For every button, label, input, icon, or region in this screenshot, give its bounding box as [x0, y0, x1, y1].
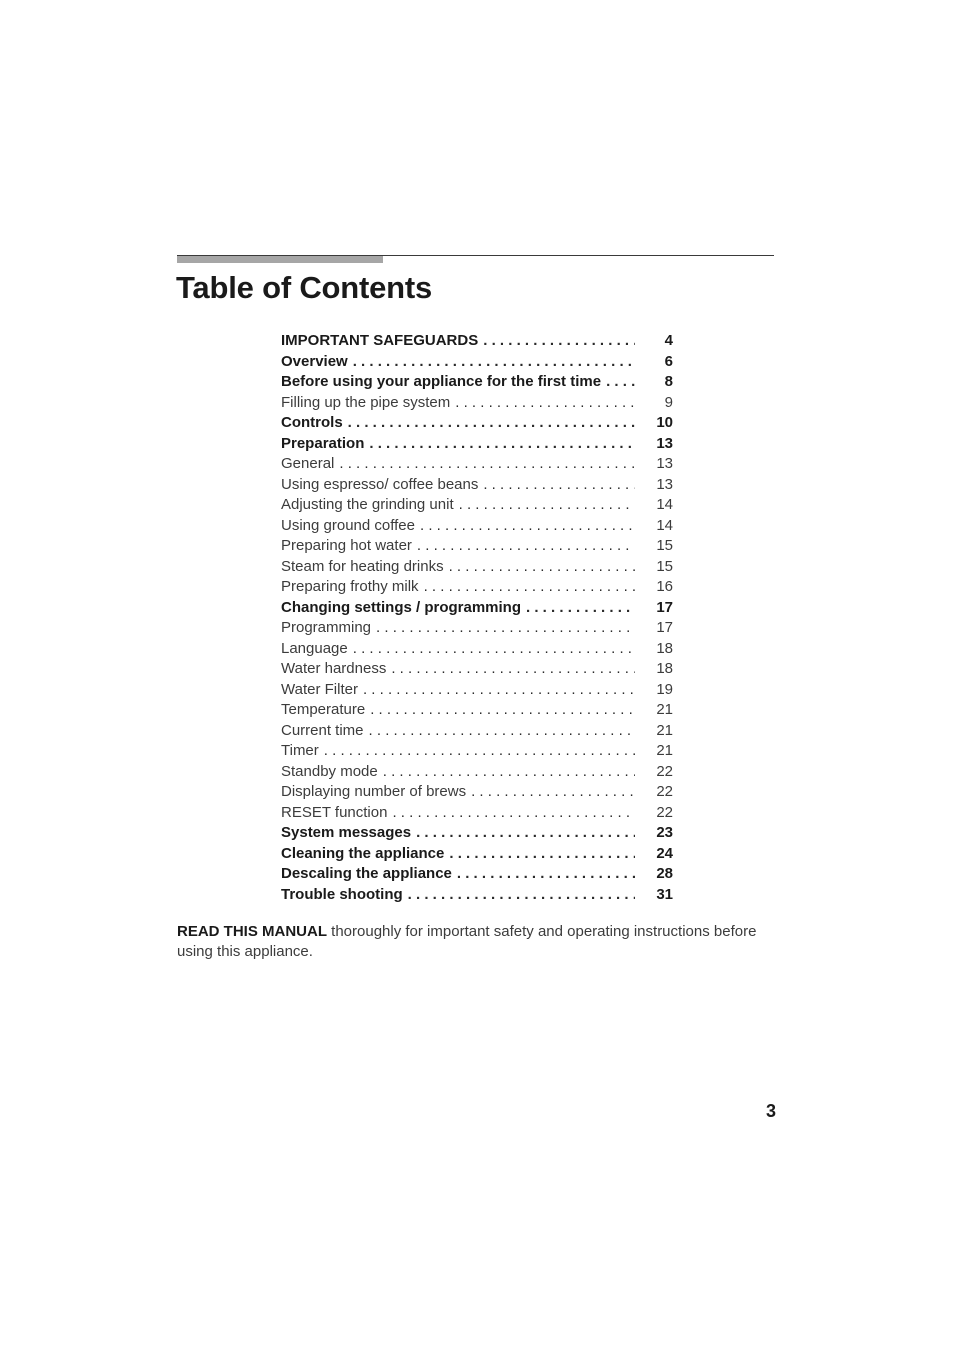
toc-dot-leader — [417, 536, 635, 557]
toc-entry-page: 18 — [656, 639, 673, 657]
toc-entry-page: 13 — [656, 475, 673, 493]
toc-dot-leader — [483, 475, 635, 496]
toc-entry-title: Preparation — [281, 434, 365, 452]
toc-entry-page: 21 — [656, 701, 673, 718]
toc-entry-page: 14 — [656, 496, 673, 513]
note-text: thoroughly for important safety and operating instructions before using this appliance. — [177, 923, 757, 960]
toc-dot-leader — [353, 352, 635, 373]
toc-dot-leader — [449, 557, 635, 578]
toc-entry-page: 6 — [664, 352, 673, 370]
toc-dot-leader — [370, 700, 635, 721]
toc-entry — [281, 557, 673, 578]
toc-entry-page: 31 — [656, 885, 673, 903]
toc-entry-title: Current time — [281, 721, 364, 739]
toc-dot-leader — [339, 454, 635, 475]
toc-entry — [281, 475, 673, 496]
toc-entry-page: 24 — [656, 844, 673, 862]
toc-entry — [281, 844, 673, 865]
toc-entry-title: Filling up the pipe system — [281, 393, 451, 411]
toc-entry-title: Adjusting the grinding unit — [281, 496, 454, 513]
toc-entry-page: 17 — [656, 619, 673, 636]
toc-entry — [281, 639, 673, 660]
toc-entry — [281, 618, 673, 639]
toc-entry — [281, 864, 673, 885]
toc-dot-leader — [471, 782, 635, 803]
header-accent-bar — [177, 256, 383, 263]
toc-entry-page: 28 — [656, 865, 673, 882]
toc-entry — [281, 762, 673, 783]
toc-entry-title: Overview — [281, 352, 348, 370]
toc-entry-page: 15 — [656, 557, 673, 575]
toc-entry-title: General — [281, 455, 335, 472]
toc-entry — [281, 577, 673, 598]
read-manual-note — [177, 922, 757, 961]
toc-dot-leader — [457, 864, 635, 885]
toc-entry — [281, 372, 673, 393]
toc-entry-title: Before using your appliance for the first time — [281, 373, 602, 390]
toc-entry-title: Controls — [281, 414, 343, 431]
toc-entry-page: 9 — [664, 393, 673, 411]
toc-dot-leader — [483, 331, 635, 352]
toc-entry-page: 13 — [656, 434, 673, 452]
toc-entry-title: System messages — [281, 824, 412, 841]
toc-dot-leader — [449, 844, 635, 865]
toc-entry — [281, 659, 673, 680]
toc-entry-title: Temperature — [281, 701, 366, 718]
toc-entry — [281, 782, 673, 803]
toc-entry-page: 17 — [656, 598, 673, 616]
toc-entry-title: Preparing hot water — [281, 537, 412, 554]
toc-entry-page: 8 — [664, 373, 673, 390]
toc-entry — [281, 823, 673, 844]
toc-entry — [281, 700, 673, 721]
toc-dot-leader — [408, 885, 635, 906]
note-emphasis: READ THIS MANUAL — [177, 923, 327, 940]
toc-dot-leader — [392, 803, 635, 824]
toc-entry-page: 21 — [656, 742, 673, 759]
toc-entry-title: Changing settings / programming — [281, 598, 522, 616]
toc-dot-leader — [424, 577, 635, 598]
toc-dot-leader — [348, 413, 635, 434]
toc-dot-leader — [376, 618, 635, 639]
toc-entry — [281, 516, 673, 537]
toc-dot-leader — [416, 823, 635, 844]
toc-dot-leader — [459, 495, 635, 516]
toc-entry-title: Descaling the appliance — [281, 865, 452, 882]
toc-entry-page: 22 — [656, 762, 673, 780]
toc-entry-title: Displaying number of brews — [281, 783, 467, 800]
toc-dot-leader — [363, 680, 635, 701]
toc-dot-leader — [324, 741, 635, 762]
toc-entry-page: 21 — [656, 721, 673, 739]
toc-entry-page: 23 — [656, 824, 673, 841]
toc-dot-leader — [369, 434, 635, 455]
toc-entry — [281, 331, 673, 352]
toc-entry-page: 18 — [656, 660, 673, 677]
toc-dot-leader — [455, 393, 635, 414]
toc-entry — [281, 393, 673, 414]
page-title: Table of Contents — [176, 270, 433, 305]
toc-entry-page: 14 — [656, 516, 673, 534]
toc-entry-title: Trouble shooting — [281, 885, 403, 903]
toc-entry-title: Standby mode — [281, 762, 378, 780]
toc-dot-leader — [383, 762, 635, 783]
toc-entry — [281, 495, 673, 516]
page-number: 3 — [765, 1101, 776, 1121]
toc-dot-leader — [420, 516, 635, 537]
toc-entry — [281, 885, 673, 906]
toc-entry — [281, 803, 673, 824]
toc-entry-page: 22 — [656, 803, 673, 821]
toc-entry-title: Using espresso/ coffee beans — [281, 475, 479, 493]
toc-entry-title: Cleaning the appliance — [281, 844, 445, 862]
toc-entry — [281, 413, 673, 434]
toc-entry — [281, 536, 673, 557]
toc-entry — [281, 680, 673, 701]
toc-entry-page: 4 — [664, 332, 673, 349]
toc-entry — [281, 721, 673, 742]
toc-dot-leader — [353, 639, 635, 660]
toc-dot-leader — [369, 721, 635, 742]
toc-entry-title: Water Filter — [281, 680, 358, 698]
toc-entry-page: 19 — [656, 680, 673, 698]
toc-entry-title: Timer — [281, 742, 319, 759]
toc-entry-title: Language — [281, 639, 348, 657]
toc-entry — [281, 741, 673, 762]
toc-entry — [281, 434, 673, 455]
toc-entry-page: 10 — [656, 414, 673, 431]
toc-entry-title: Preparing frothy milk — [281, 578, 419, 595]
toc-dot-leader — [606, 372, 635, 393]
toc-entry-page: 15 — [656, 537, 673, 554]
toc-entry-title: Steam for heating drinks — [281, 557, 444, 575]
toc-entry-page: 13 — [656, 455, 673, 472]
toc-entry-title: IMPORTANT SAFEGUARDS — [281, 332, 479, 349]
toc-dot-leader — [391, 659, 635, 680]
toc-entry — [281, 454, 673, 475]
toc-entry-title: Using ground coffee — [281, 516, 415, 534]
toc-dot-leader — [526, 598, 635, 619]
table-of-contents — [281, 331, 673, 905]
toc-entry — [281, 598, 673, 619]
toc-entry-title: Programming — [281, 619, 372, 636]
toc-entry-title: RESET function — [281, 803, 388, 821]
toc-entry-page: 22 — [656, 783, 673, 800]
toc-entry-title: Water hardness — [281, 660, 387, 677]
toc-entry — [281, 352, 673, 373]
toc-entry-page: 16 — [656, 578, 673, 595]
